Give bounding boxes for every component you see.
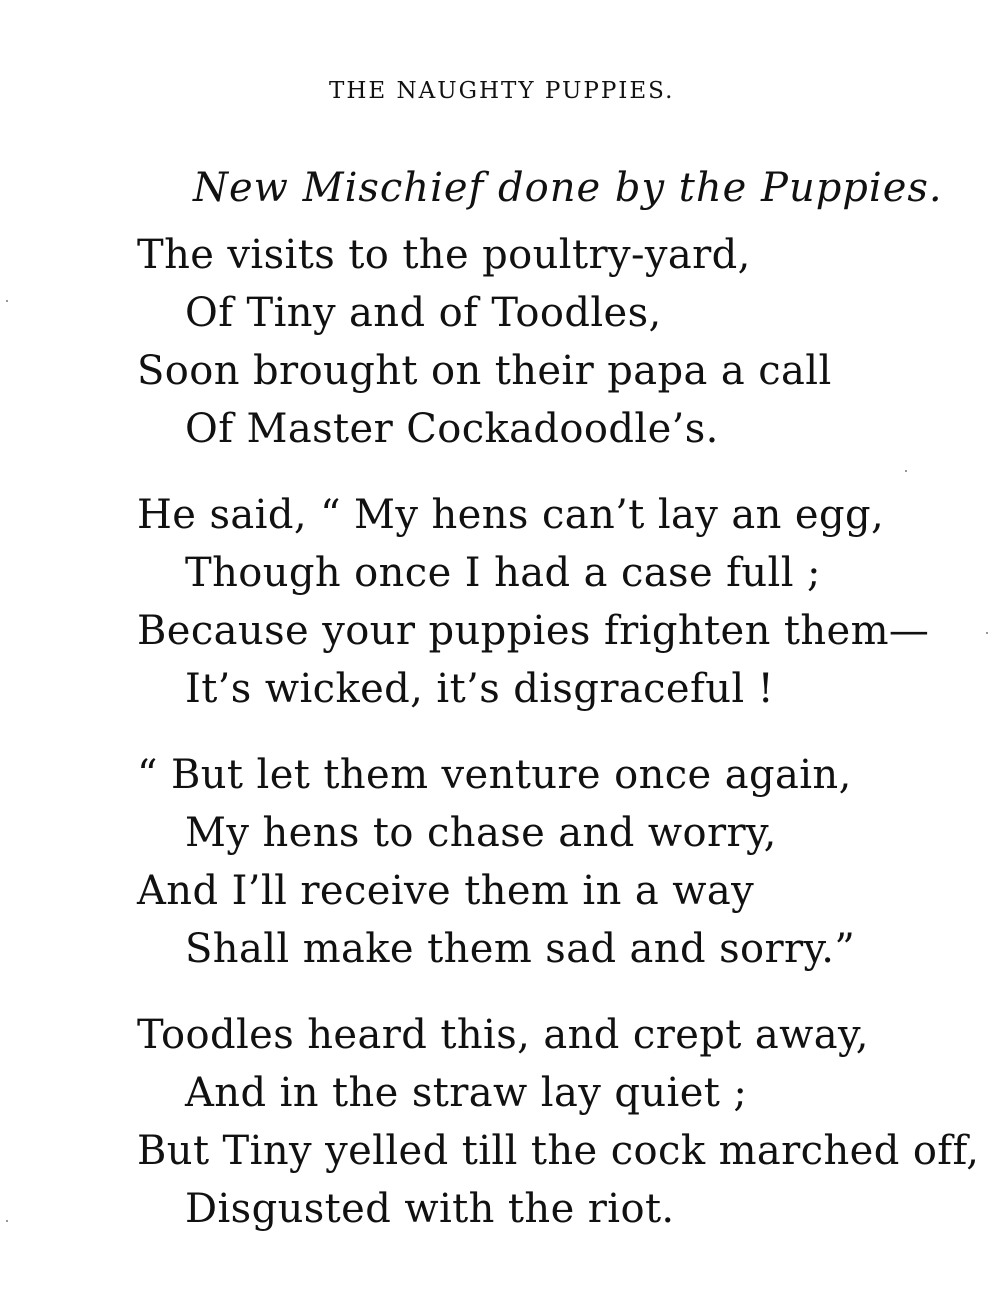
poem-line: And I’ll receive them in a way [137,868,755,914]
poem-subtitle: New Mischief done by the Puppies. [193,165,943,211]
poem-line: Of Tiny and of Toodles, [185,290,662,336]
poem-line: The visits to the poultry-yard, [137,232,751,278]
poem-line: Though once I had a case full ; [185,550,821,596]
scan-speck [905,470,907,472]
poem-line: My hens to chase and worry, [185,810,777,856]
poem-line: But Tiny yelled till the cock marched off, [137,1128,980,1174]
scan-speck [6,300,8,302]
scan-speck [6,1220,8,1222]
poem-line: “ But let them venture once again, [137,752,852,798]
poem-line: Toodles heard this, and crept away, [137,1012,869,1058]
running-head: THE NAUGHTY PUPPIES. [329,78,675,104]
poem-line: And in the straw lay quiet ; [185,1070,748,1116]
poem-line: Soon brought on their papa a call [137,348,832,394]
poem-line: Of Master Cockadoodle’s. [185,406,719,452]
poem-line: Shall make them sad and sorry.” [185,926,856,972]
poem-line: It’s wicked, it’s disgraceful ! [185,666,775,712]
poem-line: Disgusted with the riot. [185,1186,675,1232]
scan-speck [986,632,988,634]
poem-line: He said, “ My hens can’t lay an egg, [137,492,885,538]
poem-line: Because your puppies frighten them— [137,608,930,654]
